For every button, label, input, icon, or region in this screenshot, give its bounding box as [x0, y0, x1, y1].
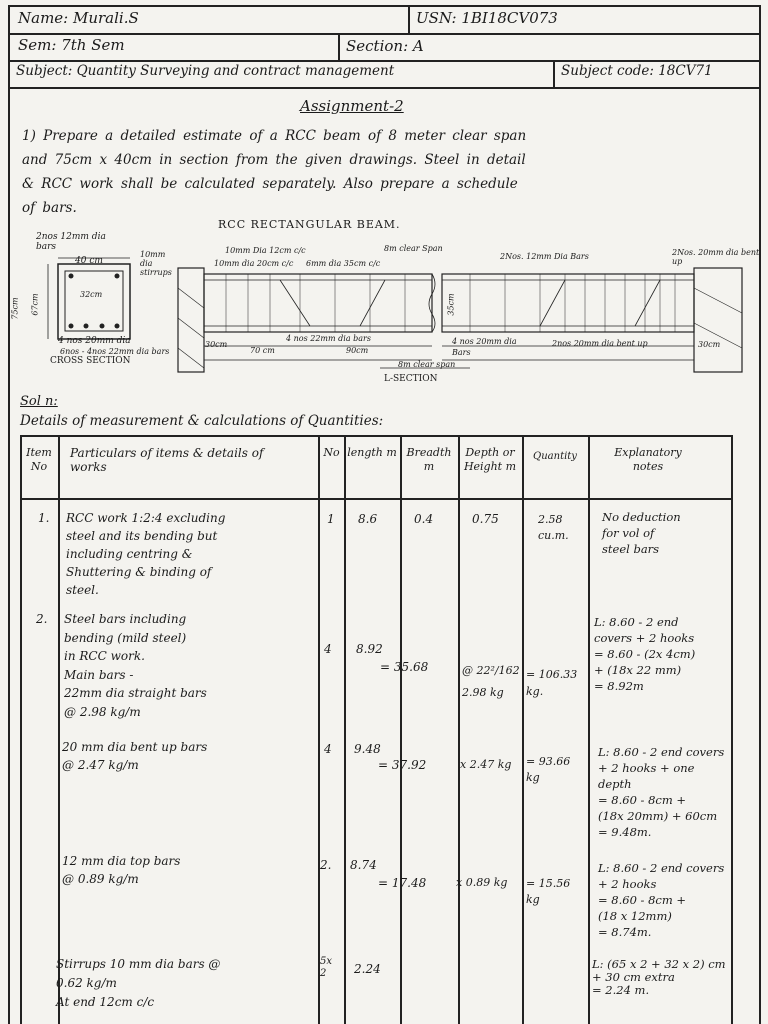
header-breadth: Breadth m — [406, 446, 452, 473]
ls-clear-span: 8m clear Span — [384, 244, 443, 253]
row2-notes: L: 8.60 - 2 end covers + 2 hooks = 8.60 - (2x 4cm) + (18x 22 mm) = 8.92m — [594, 615, 696, 693]
ls-stirrup-2: 10mm dia 20cm c/c — [214, 259, 294, 268]
row5-no: 5x 2 — [320, 956, 333, 979]
row2-item: 2. — [36, 612, 48, 626]
row3-quantity: = 93.66 kg — [526, 755, 571, 784]
question-line-3: & RCC work shall be calculated separately. Also prepare a schedule — [22, 176, 518, 192]
row5-notes: L: (65 x 2 + 32 x 2) cm + 30 cm extra = 2.24 m. — [592, 957, 726, 997]
row1-quantity: 2.58 cu.m. — [538, 513, 569, 542]
details-heading: Details of measurement & calculations of Quantities: — [20, 413, 384, 429]
cs-inner: 32cm — [80, 290, 103, 299]
solution-label: Sol n: — [20, 394, 58, 409]
cs-caption: CROSS SECTION — [50, 356, 131, 366]
row3-breadth: = 37.92 — [378, 758, 427, 772]
row2-breadth: = 35.68 — [380, 660, 429, 674]
row1-no: 1 — [327, 512, 335, 526]
row3-depth: x 2.47 kg — [460, 758, 512, 771]
header-particulars: Particulars of items & details of works — [70, 446, 264, 474]
cs-top-bars: 2nos 12mm dia bars — [36, 232, 106, 252]
row2-depth: @ 22²/162 2.98 kg — [462, 664, 520, 699]
row2-particulars: Steel bars including bending (mild steel) in RCC work. Main bars - 22mm dia straight bars @ 2.98 kg/m — [64, 612, 207, 719]
ls-30cm-right: 30cm — [698, 340, 721, 349]
row2-length: 8.92 — [356, 642, 383, 656]
header-length: length m — [347, 446, 397, 459]
question-line-4: of bars. — [22, 200, 77, 216]
ls-70cm: 70 cm — [250, 346, 275, 355]
cs-depth-inner: 67cm — [30, 293, 40, 316]
header-notes: Explanatory notes — [614, 446, 682, 473]
row5-length: 2.24 — [354, 962, 381, 976]
assignment-title: Assignment-2 — [300, 97, 404, 115]
ls-stirrup-3: 6mm dia 35cm c/c — [306, 259, 381, 268]
ls-bent-up-top: 2Nos. 20mm dia bent up — [672, 248, 760, 266]
row1-particulars: RCC work 1:2:4 excluding steel and its bending but including centring & Shuttering & binding of steel. — [66, 511, 226, 597]
row3-particulars: 20 mm dia bent up bars @ 2.47 kg/m — [62, 740, 208, 772]
cs-stirrups: 10mm dia stirrups — [140, 250, 172, 277]
row3-length: 9.48 — [354, 742, 381, 756]
row2-quantity: = 106.33 kg. — [526, 668, 578, 698]
row4-quantity: = 15.56 kg — [526, 877, 571, 906]
student-usn: USN: 1BI18CV073 — [416, 9, 558, 27]
row4-particulars: 12 mm dia top bars @ 0.89 kg/m — [62, 854, 181, 886]
section: Section: A — [346, 37, 424, 55]
cs-depth-outer: 75cm — [10, 297, 20, 320]
ls-bars-22: 4 nos 22mm dia bars — [286, 334, 371, 343]
row3-no: 4 — [324, 742, 332, 756]
ls-bars-20: 4 nos 20mm dia Bars — [452, 337, 517, 357]
header-no: No — [323, 446, 340, 459]
row1-length: 8.6 — [358, 512, 378, 526]
row4-length: 8.74 — [350, 858, 377, 872]
row1-item: 1. — [38, 511, 50, 525]
cs-bottom-bars: 4 nos 20mm dia — [58, 336, 131, 346]
row1-breadth: 0.4 — [414, 512, 434, 526]
subject: Subject: Quantity Surveying and contract management — [16, 63, 395, 79]
question-line-2: and 75cm x 40cm in section from the given drawings. Steel in detail — [22, 152, 526, 168]
drawing-title: RCC RECTANGULAR BEAM. — [218, 218, 401, 231]
question-line-1: 1) Prepare a detailed estimate of a RCC beam of 8 meter clear span — [22, 128, 527, 144]
row4-notes: L: 8.60 - 2 end covers + 2 hooks = 8.60 - 8cm + (18 x 12mm) = 8.74m. — [598, 861, 725, 939]
student-name: Name: Murali.S — [18, 9, 139, 27]
row4-breadth: = 17.48 — [378, 876, 427, 890]
header-depth: Depth or Height m — [463, 446, 517, 473]
row1-notes: No deduction for vol of steel bars — [602, 510, 681, 556]
ls-top-bars: 2Nos. 12mm Dia Bars — [500, 252, 589, 261]
row1-depth: 0.75 — [472, 512, 499, 526]
row4-no: 2. — [320, 858, 332, 872]
ls-30cm-left: 30cm — [205, 340, 228, 349]
row5-particulars: Stirrups 10 mm dia bars @ 0.62 kg/m At end 12cm c/c — [56, 957, 221, 1009]
header-quantity: Quantity — [533, 451, 577, 462]
semester: Sem: 7th Sem — [18, 36, 125, 54]
ls-bent-20: 2nos 20mm dia bent up — [552, 339, 648, 348]
ls-caption: L-SECTION — [384, 374, 438, 384]
ls-35cm: 35cm — [446, 293, 456, 316]
ls-clear-span-bottom: 8m clear span — [398, 360, 456, 369]
header-item-no: Item No — [26, 446, 52, 473]
ls-stirrup-1: 10mm Dia 12cm c/c — [225, 246, 306, 255]
row4-depth: x 0.89 kg — [456, 876, 508, 889]
ls-90cm: 90cm — [346, 346, 369, 355]
cs-width: 40 cm — [75, 256, 103, 266]
row2-no: 4 — [324, 642, 332, 656]
cs-bottom-bars-2: 6nos - 4nos 22mm dia bars — [60, 347, 170, 356]
subject-code: Subject code: 18CV71 — [561, 63, 713, 79]
row3-notes: L: 8.60 - 2 end covers + 2 hooks + one depth = 8.60 - 8cm + (18x 20mm) + 60cm = 9.48m. — [598, 745, 725, 839]
